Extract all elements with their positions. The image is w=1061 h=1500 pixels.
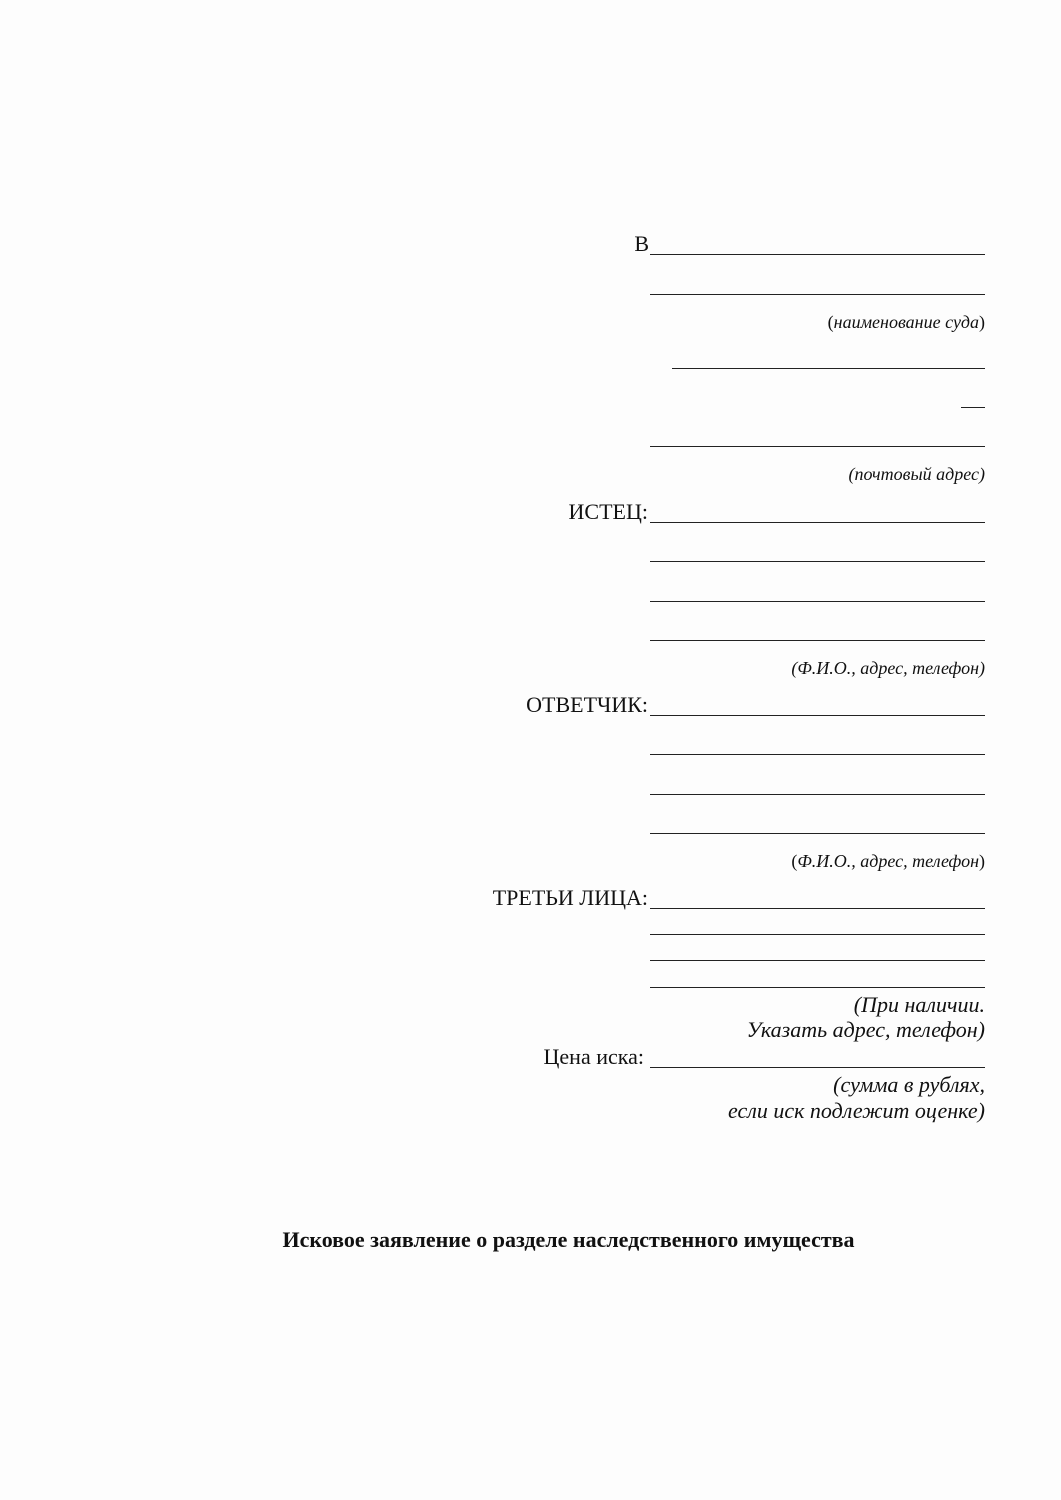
defendant-field-line-4[interactable] xyxy=(650,833,985,834)
third-parties-field-line-4[interactable] xyxy=(650,987,985,988)
defendant-hint: (Ф.И.О., адрес, телефон) xyxy=(791,851,985,871)
plaintiff-field-line-3[interactable] xyxy=(650,601,985,602)
claim-price-hint-line-2: если иск подлежит оценке) xyxy=(728,1098,985,1123)
defendant-field-line-1[interactable] xyxy=(650,715,985,716)
address-field-line-2[interactable] xyxy=(650,446,985,447)
court-name-field-line-2[interactable] xyxy=(650,294,985,295)
claim-price-hint-line-1: (сумма в рублях, xyxy=(833,1072,985,1097)
document-title: Исковое заявление о разделе наследственного имущества xyxy=(282,1227,855,1252)
third-parties-hint-line-1: (При наличии. xyxy=(853,992,985,1017)
court-name-field-line-1[interactable] xyxy=(650,254,985,255)
address-field-line-1[interactable] xyxy=(672,368,985,369)
claim-price-field-line[interactable] xyxy=(650,1067,985,1068)
defendant-label: ОТВЕТЧИК: xyxy=(526,692,648,717)
defendant-field-line-2[interactable] xyxy=(650,754,985,755)
third-parties-field-line-1[interactable] xyxy=(650,908,985,909)
plaintiff-field-line-1[interactable] xyxy=(650,522,985,523)
address-hint: (почтовый адрес) xyxy=(848,464,985,484)
third-parties-label: ТРЕТЬИ ЛИЦА: xyxy=(492,885,648,910)
plaintiff-field-line-2[interactable] xyxy=(650,561,985,562)
third-parties-hint-line-2: Указать адрес, телефон) xyxy=(746,1017,985,1042)
third-parties-field-line-3[interactable] xyxy=(650,960,985,961)
defendant-field-line-3[interactable] xyxy=(650,794,985,795)
court-prefix-label: В xyxy=(634,231,649,256)
third-parties-field-line-2[interactable] xyxy=(650,934,985,935)
plaintiff-hint: (Ф.И.О., адрес, телефон) xyxy=(791,658,985,678)
plaintiff-field-line-4[interactable] xyxy=(650,640,985,641)
plaintiff-label: ИСТЕЦ: xyxy=(568,499,648,524)
court-name-hint: (наименование суда) xyxy=(827,312,985,332)
claim-price-label: Цена иска: xyxy=(543,1044,644,1069)
address-field-dash[interactable] xyxy=(961,407,985,408)
